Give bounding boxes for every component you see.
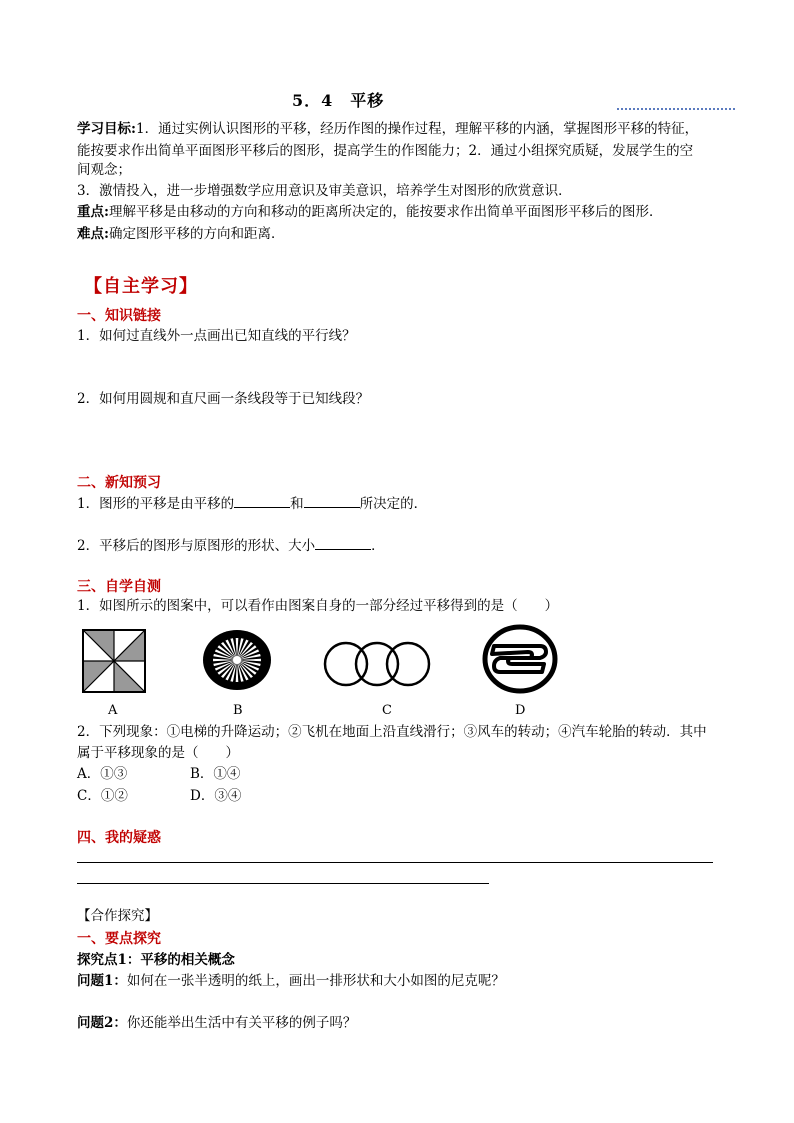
answer-blank[interactable] [315,535,371,550]
section4-heading: 四、我的疑惑 [77,830,161,846]
figure-label-c: C [382,703,392,718]
figure-label-d: D [515,703,526,718]
self-study-heading: 【自主学习】 [84,276,198,297]
option-a: A．①③ [77,766,128,782]
section3-q2-line1: 2．下列现象：①电梯的升降运动；②飞机在地面上沿直线滑行；③风车的转动；④汽车轮胎的转动．其中 [77,724,707,740]
answer-line[interactable] [77,862,713,863]
problem2: 问题2：你还能举出生活中有关平移的例子吗？ [77,1015,357,1031]
coop-sub-heading: 一、要点探究 [77,931,161,947]
figure-a-pinwheel [82,629,146,693]
objectives-line4: 3．激情投入，进一步增强数学应用意识及审美意识，培养学生对图形的欣赏意识． [77,183,572,199]
section2-q1: 1．图形的平移是由平移的 和 所决定的． [77,493,427,515]
option-b: B．①④ [190,766,241,782]
section3-q2-line2: 属于平移现象的是（ ） [77,745,239,761]
section1-q2: 2．如何用圆规和直尺画一条线段等于已知线段？ [77,391,370,407]
answer-line[interactable] [77,883,489,884]
answer-blank[interactable] [304,493,360,508]
difficulty-label: 难点: [77,226,109,242]
objectives-line2: 能按要求作出简单平面图形平移后的图形，提高学生的作图能力；2．通过小组探究质疑，发展学生的空 [77,143,694,159]
section1-heading: 一、知识链接 [77,308,161,324]
coop-heading: 【合作探究】 [77,908,158,924]
section2-heading: 二、新知预习 [77,475,161,491]
figure-label-a: A [108,703,118,718]
figure-d-s-logo [482,624,558,694]
objectives-label: 学习目标: [77,121,136,137]
objectives-line1: 学习目标:1．通过实例认识图形的平移，经历作图的操作过程，理解平移的内涵，掌握图形平移的特征， [77,121,699,137]
difficulty: 难点:确定图形平移的方向和距离． [77,226,285,242]
figure-label-b: B [233,703,243,718]
answer-blank[interactable] [234,493,290,508]
problem1: 问题1：如何在一张半透明的纸上，画出一排形状和大小如图的尼克呢？ [77,973,505,989]
section3-heading: 三、自学自测 [77,579,161,595]
option-c: C．①② [77,788,128,804]
dotted-decoration [617,108,735,110]
figure-c-three-circles [322,639,432,689]
point-label: 探究点1：平移的相关概念 [77,952,235,968]
key-point: 重点:理解平移是由移动的方向和移动的距离所决定的，能按要求作出简单平面图形平移后的图形． [77,204,663,220]
section3-q1: 1．如图所示的图案中，可以看作由图案自身的一部分经过平移得到的是（ ） [77,598,559,614]
figure-b-sunburst [202,629,272,691]
section1-q1: 1．如何过直线外一点画出已知直线的平行线？ [77,328,356,344]
objectives-line3: 间观念； [77,162,131,178]
page-title: 5．4 平移 [292,91,385,110]
option-d: D．③④ [190,788,242,804]
key-point-label: 重点: [77,204,109,220]
section2-q2: 2．平移后的图形与原图形的形状、大小 ． [77,535,385,557]
